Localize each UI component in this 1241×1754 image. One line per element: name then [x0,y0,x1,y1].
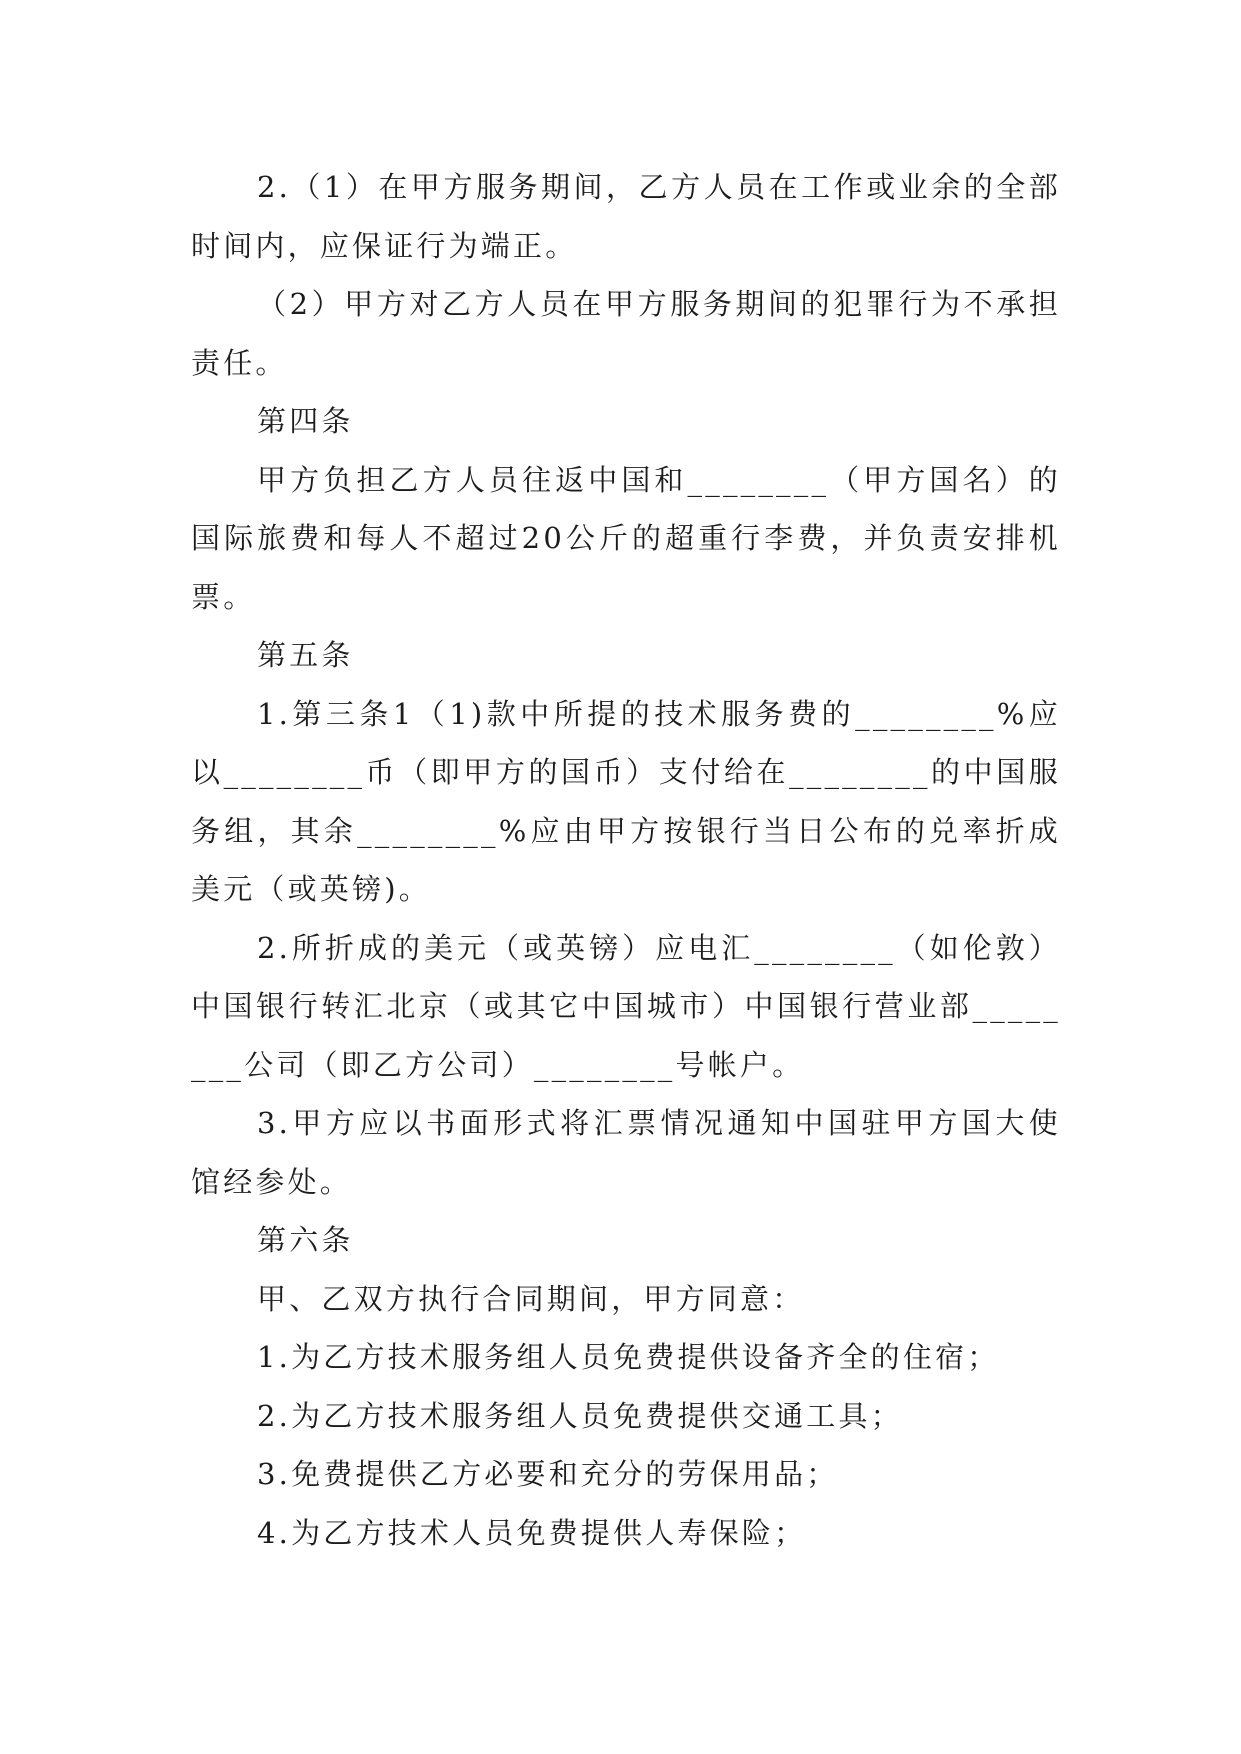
paragraph-article6-intro: 甲、乙双方执行合同期间，甲方同意： [257,1281,805,1316]
document-body [191,158,1061,1562]
paragraph-article6-item1: 1.为乙方技术服务组人员免费提供设备齐全的住宿； [257,1340,1000,1374]
paragraph-article5-clause3: 3.甲方应以书面形式将汇票情况通知中国驻甲方国大使馆经参处。 [191,1106,1061,1199]
paragraph-article3-clause2-1: 2.（1）在甲方服务期间，乙方人员在工作或业余的全部时间内，应保证行为端正。 [191,170,1061,263]
paragraph-article6-item2: 2.为乙方技术服务组人员免费提供交通工具； [257,1398,903,1433]
article-5-heading: 第五条 [257,638,354,672]
paragraph-article6-item3: 3.免费提供乙方必要和充分的劳保用品； [257,1457,839,1491]
paragraph-article3-clause2-2: （2）甲方对乙方人员在甲方服务期间的犯罪行为不承担责任。 [191,287,1061,380]
paragraph-article6-item4: 4.为乙方技术人员免费提供人寿保险； [257,1515,807,1550]
paragraph-article5-clause1: 1.第三条1（1)款中所提的技术服务费的________%应以________币（即甲方的国币）支付给在________的中国服务组，其余________%应由甲方按银行当日公布的兑率折成美元（或英镑)。 [191,696,1061,906]
paragraph-article4-body: 甲方负担乙方人员往返中国和________（甲方国名）的国际旅费和每人不超过20公斤的超重行李费，并负责安排机票。 [191,462,1061,614]
article-6-heading: 第六条 [257,1223,354,1257]
paragraph-article5-clause2: 2.所折成的美元（或英镑）应电汇________（如伦敦）中国银行转汇北京（或其它中国城市）中国银行营业部________公司（即乙方公司）________号帐户。 [191,930,1061,1082]
article-4-heading: 第四条 [257,404,354,438]
